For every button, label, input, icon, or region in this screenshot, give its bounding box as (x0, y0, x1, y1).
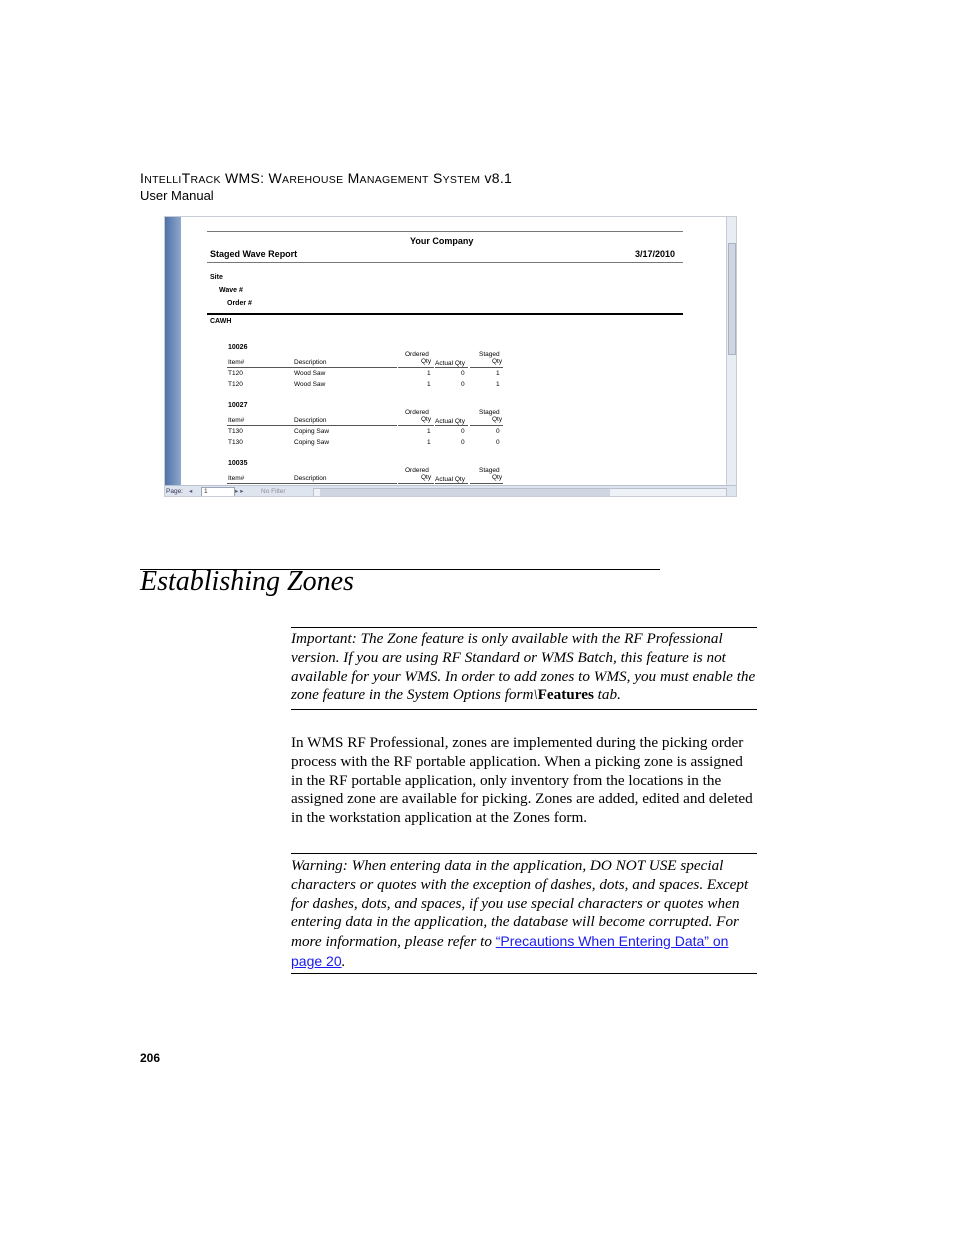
header-title-part: AREHOUSE (282, 174, 344, 186)
column-underline (435, 425, 468, 426)
header-title-part: S (428, 170, 443, 186)
col-staged-bottom: Qty (492, 474, 503, 481)
column-underline (398, 483, 434, 484)
filter-status[interactable]: No Filter (261, 488, 286, 495)
report-title-rule (207, 262, 683, 263)
order-number: 10035 (228, 460, 248, 467)
vertical-scrollbar[interactable] (726, 217, 736, 485)
body-paragraph: In WMS RF Professional, zones are implemented during the picking order process with the RF portable application. When a picking zone is assigned in the RF portable application, only inventory from the locations in the assigned zone are available for picking. Zones are added, edited and deleted in the workstation application at the Zones form. (291, 734, 753, 827)
column-underline (470, 425, 503, 426)
col-ordered-bottom: Qty (421, 416, 432, 423)
important-note (291, 630, 757, 705)
label-site: Site (210, 274, 223, 281)
section-heading: Establishing Zones (140, 566, 354, 597)
col-ordered-bottom: Qty (421, 358, 432, 365)
header-title-part: RACK (190, 174, 221, 186)
header-title-part: I (140, 170, 145, 186)
row-ordered: 1 (427, 381, 431, 388)
col-description: Description (294, 359, 327, 366)
col-staged-bottom: Qty (492, 416, 503, 423)
site-value: CAWH (210, 318, 232, 325)
header-title-part: ANAGEMENT (359, 174, 429, 186)
important-bold: Features (537, 686, 594, 704)
report-statusbar (165, 485, 737, 497)
col-ordered-bottom: Qty (421, 474, 432, 481)
header-title-part: v8.1 (480, 170, 513, 186)
header-title-part: M (343, 170, 360, 186)
row-ordered: 1 (427, 370, 431, 377)
warning-note (291, 857, 757, 972)
precautions-link[interactable]: “Precautions When Entering Data” on page 20 (291, 933, 729, 969)
row-ordered: 1 (427, 439, 431, 446)
running-header-title (140, 170, 512, 186)
horizontal-scrollbar[interactable] (313, 488, 727, 497)
header-title-part: WMS: (220, 170, 269, 186)
warning-bottom-rule (291, 973, 757, 974)
row-item: T120 (228, 381, 243, 388)
important-text: Important: The Zone feature is only available with the RF Professional version. If you are using RF Standard or WMS Batch, this feature is not available for your WMS. In order to add zones to WMS, you must enable the zone feature in the System Options form\ (291, 630, 756, 704)
col-item: Item# (228, 359, 245, 366)
col-item: Item# (228, 475, 245, 482)
row-description: Wood Saw (294, 370, 326, 377)
label-wave: Wave # (219, 287, 243, 294)
row-actual: 0 (461, 428, 465, 435)
report-header-rule (207, 313, 683, 315)
column-underline (470, 367, 503, 368)
col-actual: Actual Qty (435, 418, 465, 425)
row-description: Coping Saw (294, 428, 330, 435)
col-ordered-top: Ordered (405, 351, 429, 358)
row-staged: 1 (496, 381, 500, 388)
col-description: Description (294, 475, 327, 482)
header-title-part: NTELLI (144, 174, 182, 186)
report-company: Your Company (410, 236, 474, 246)
label-order: Order # (227, 300, 252, 307)
row-description: Coping Saw (294, 439, 330, 446)
header-title-part: W (268, 170, 283, 186)
column-underline (398, 425, 434, 426)
warning-text: Warning: When entering data in the application, DO NOT USE special characters or quotes with the exception of dashes, dots, and spaces. Except for dashes, dots, and spaces, if you use special characters or quotes when entering data in the application, the database will become corrupted. For more information, please refer to (291, 857, 749, 951)
report-top-rule (207, 231, 683, 232)
column-underline (293, 483, 397, 484)
row-description: Wood Saw (294, 381, 326, 388)
warning-end: . (341, 952, 346, 970)
row-actual: 0 (461, 370, 465, 377)
col-ordered-top: Ordered (405, 467, 429, 474)
hscroll-thumb[interactable] (320, 489, 610, 496)
column-underline (470, 483, 503, 484)
column-underline (435, 367, 468, 368)
page-number-input[interactable]: 1 (201, 487, 235, 497)
row-staged: 0 (496, 428, 500, 435)
column-underline (293, 425, 397, 426)
nav-next-icon[interactable]: ▸▸ (235, 488, 246, 495)
column-underline (435, 483, 468, 484)
row-ordered: 1 (427, 428, 431, 435)
row-staged: 0 (496, 439, 500, 446)
scrollbar-thumb[interactable] (728, 243, 736, 355)
important-end: tab. (593, 686, 621, 704)
header-title-part: YSTEM (442, 174, 481, 186)
order-number: 10026 (228, 344, 248, 351)
report-left-panel (165, 217, 181, 485)
row-staged: 1 (496, 370, 500, 377)
report-title: Staged Wave Report (210, 249, 298, 259)
important-bottom-rule (291, 709, 757, 710)
report-date: 3/17/2010 (635, 249, 676, 259)
col-ordered-top: Ordered (405, 409, 429, 416)
col-staged-top: Staged (479, 467, 500, 474)
col-description: Description (294, 417, 327, 424)
running-header-subtitle: User Manual (140, 188, 214, 203)
page-number: 206 (140, 1051, 161, 1065)
warning-top-rule (291, 853, 757, 854)
col-staged-bottom: Qty (492, 358, 503, 365)
col-staged-top: Staged (479, 351, 500, 358)
important-top-rule (291, 627, 757, 628)
page-label: Page: (166, 488, 183, 495)
order-number: 10027 (228, 402, 248, 409)
nav-prev-icon[interactable]: ◂ (189, 488, 195, 495)
header-title-part: T (181, 170, 191, 186)
column-underline (293, 367, 397, 368)
col-item: Item# (228, 417, 245, 424)
col-actual: Actual Qty (435, 476, 465, 483)
column-underline (398, 367, 434, 368)
row-item: T120 (228, 370, 243, 377)
col-actual: Actual Qty (435, 360, 465, 367)
col-staged-top: Staged (479, 409, 500, 416)
row-item: T130 (228, 439, 243, 446)
row-actual: 0 (461, 439, 465, 446)
row-item: T130 (228, 428, 243, 435)
report-screenshot (164, 216, 737, 497)
row-actual: 0 (461, 381, 465, 388)
